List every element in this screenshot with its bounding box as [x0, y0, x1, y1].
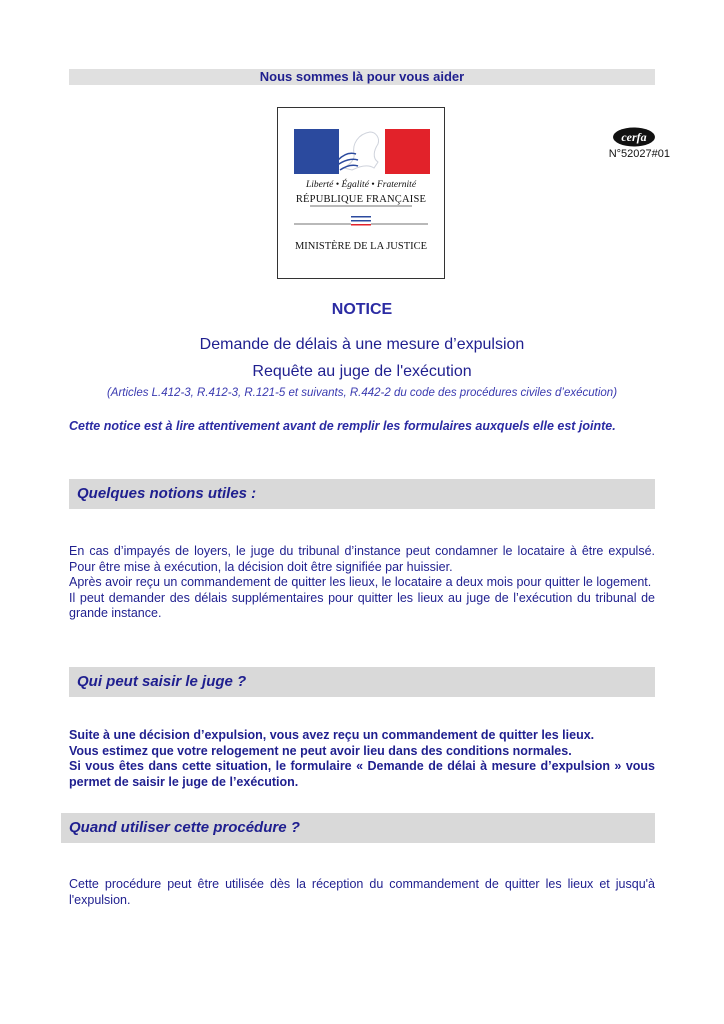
paragraph: Après avoir reçu un commandement de quitter les lieux, le locataire a deux mois pour quitter le logement. — [69, 575, 652, 589]
subtitle-request-delay: Demande de délais à une mesure d’expulsion — [199, 336, 525, 353]
paragraph: Suite à une décision d’expulsion, vous avez reçu un commandement de quitter les lieux. — [69, 728, 595, 742]
marianne-emblem — [278, 108, 444, 278]
articles-reference: (Articles L.412-3, R.412-3, R.121-5 et suivants, R.442-2 du code des procédures civiles d’exécution) — [106, 387, 618, 399]
cerfa-logo — [612, 127, 656, 147]
notice-title: NOTICE — [331, 301, 393, 318]
logo-republic: RÉPUBLIQUE FRANÇAISE — [295, 194, 427, 205]
section-heading-who: Qui peut saisir le juge ? — [69, 667, 655, 697]
cerfa-number: N°52027#01 — [608, 148, 670, 160]
section-body-who — [69, 728, 655, 790]
subtitle-judge-request: Requête au juge de l'exécution — [252, 363, 472, 380]
paragraph: Cette procédure peut être utilisée dès la réception du commandement de quitter les lieux et jusqu'à l'expulsion. — [69, 877, 655, 907]
section-body-when — [69, 877, 655, 908]
paragraph: En cas d’impayés de loyers, le juge du tribunal d’instance peut condamner le locataire à être expulsé. Pour être mise à exécution, la décision doit être signifiée par huissier. — [69, 544, 655, 574]
paragraph: Vous estimez que votre relogement ne peut avoir lieu dans des conditions normales. — [69, 743, 572, 758]
section-heading-when: Quand utiliser cette procédure ? — [61, 813, 655, 843]
paragraph: Il peut demander des délais supplémentaires pour quitter les lieux au juge de l’exécution du tribunal de grande instance. — [69, 590, 655, 620]
paragraph: Si vous êtes dans cette situation, le formulaire « Demande de délai à mesure d’expulsion » vous permet de saisir le juge de l’exécution. — [69, 759, 655, 789]
intro-warning: Cette notice est à lire attentivement avant de remplir les formulaires auxquels elle est jointe. — [69, 419, 616, 433]
section-body-notions — [69, 544, 655, 622]
cerfa-label: cerfa — [621, 130, 647, 144]
marianne-logo — [277, 107, 445, 279]
logo-ministry: MINISTÈRE DE LA JUSTICE — [294, 241, 428, 252]
section-heading-notions: Quelques notions utiles : — [69, 479, 655, 509]
top-banner: Nous sommes là pour vous aider — [69, 69, 655, 85]
logo-motto: Liberté • Égalité • Fraternité — [305, 180, 417, 190]
